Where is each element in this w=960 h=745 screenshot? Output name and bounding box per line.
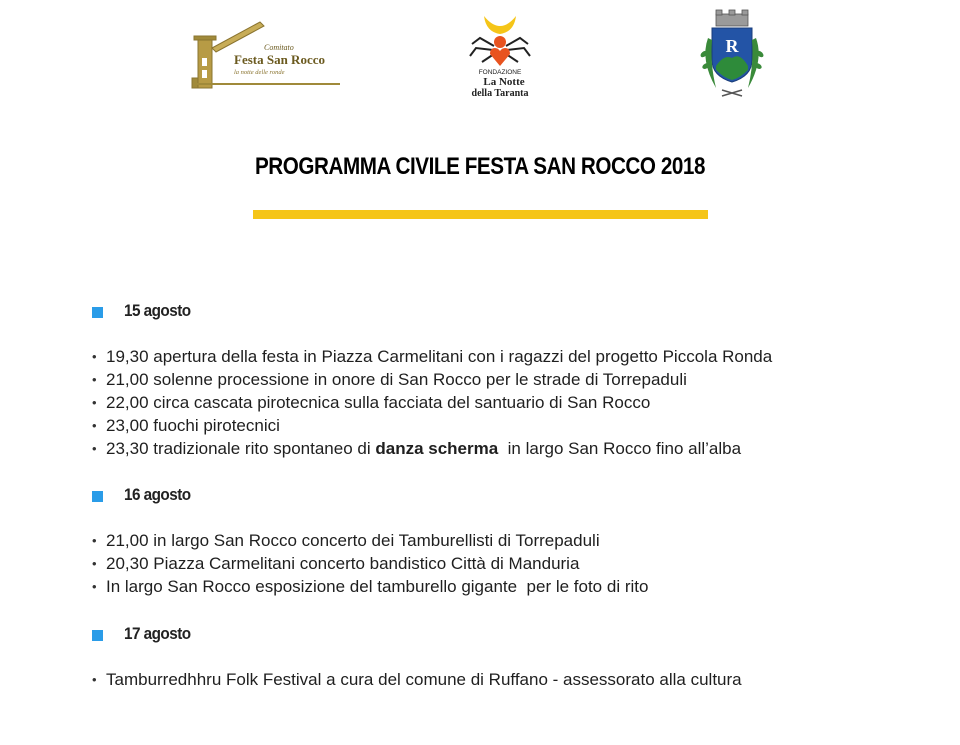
festa-logo-line3: la notte delle ronde bbox=[234, 69, 285, 76]
crest-letter: R bbox=[725, 36, 739, 56]
list-item: • 22,00 circa cascata pirotecnica sulla facciata del santuario di San Rocco bbox=[92, 391, 772, 414]
square-bullet-icon bbox=[92, 307, 103, 318]
section-header-17-agosto bbox=[92, 624, 198, 644]
list-item: • 23,00 fuochi pirotecnici bbox=[92, 414, 772, 437]
taranta-logo-line2: La Notte bbox=[483, 76, 525, 88]
section-date: 16 agosto bbox=[124, 485, 191, 504]
section-date: 17 agosto bbox=[124, 624, 191, 643]
event-list-17-agosto bbox=[92, 668, 742, 691]
taranta-logo-line1: FONDAZIONE bbox=[478, 69, 522, 76]
list-item: • 21,00 in largo San Rocco concerto dei Tamburellisti di Torrepaduli bbox=[92, 529, 648, 552]
list-item: • Tamburredhhru Folk Festival a cura del comune di Ruffano - assessorato alla cultura bbox=[92, 668, 742, 691]
list-item bbox=[92, 437, 772, 460]
municipal-crest-logo bbox=[694, 8, 770, 100]
list-item: • 21,00 solenne processione in onore di San Rocco per le strade di Torrepaduli bbox=[92, 368, 772, 391]
festa-logo-line2: Festa San Rocco bbox=[234, 52, 325, 67]
taranta-spider-logo bbox=[458, 10, 542, 100]
item-text: in largo San Rocco fino all’alba bbox=[498, 439, 742, 458]
festa-logo-line1: Comitato bbox=[264, 43, 294, 52]
list-item: • 19,30 apertura della festa in Piazza Carmelitani con i ragazzi del progetto Piccola Ronda bbox=[92, 345, 772, 368]
taranta-logo-line3: della Taranta bbox=[471, 88, 529, 99]
festa-san-rocco-logo bbox=[190, 18, 350, 90]
logo-header bbox=[0, 0, 960, 110]
list-item: • 20,30 Piazza Carmelitani concerto bandistico Città di Manduria bbox=[92, 552, 648, 575]
list-item: • In largo San Rocco esposizione del tamburello gigante per le foto di rito bbox=[92, 575, 648, 598]
page-title: PROGRAMMA CIVILE FESTA SAN ROCCO 2018 bbox=[254, 153, 706, 180]
event-list-15-agosto bbox=[92, 345, 772, 460]
event-list-16-agosto bbox=[92, 529, 648, 598]
title-underline bbox=[253, 210, 708, 219]
item-bold-text: danza scherma bbox=[375, 439, 499, 458]
square-bullet-icon bbox=[92, 491, 103, 502]
square-bullet-icon bbox=[92, 630, 103, 641]
section-date: 15 agosto bbox=[124, 301, 191, 320]
section-header-15-agosto bbox=[92, 301, 198, 321]
section-header-16-agosto bbox=[92, 485, 198, 505]
item-text: 23,30 tradizionale rito spontaneo di bbox=[106, 439, 376, 458]
